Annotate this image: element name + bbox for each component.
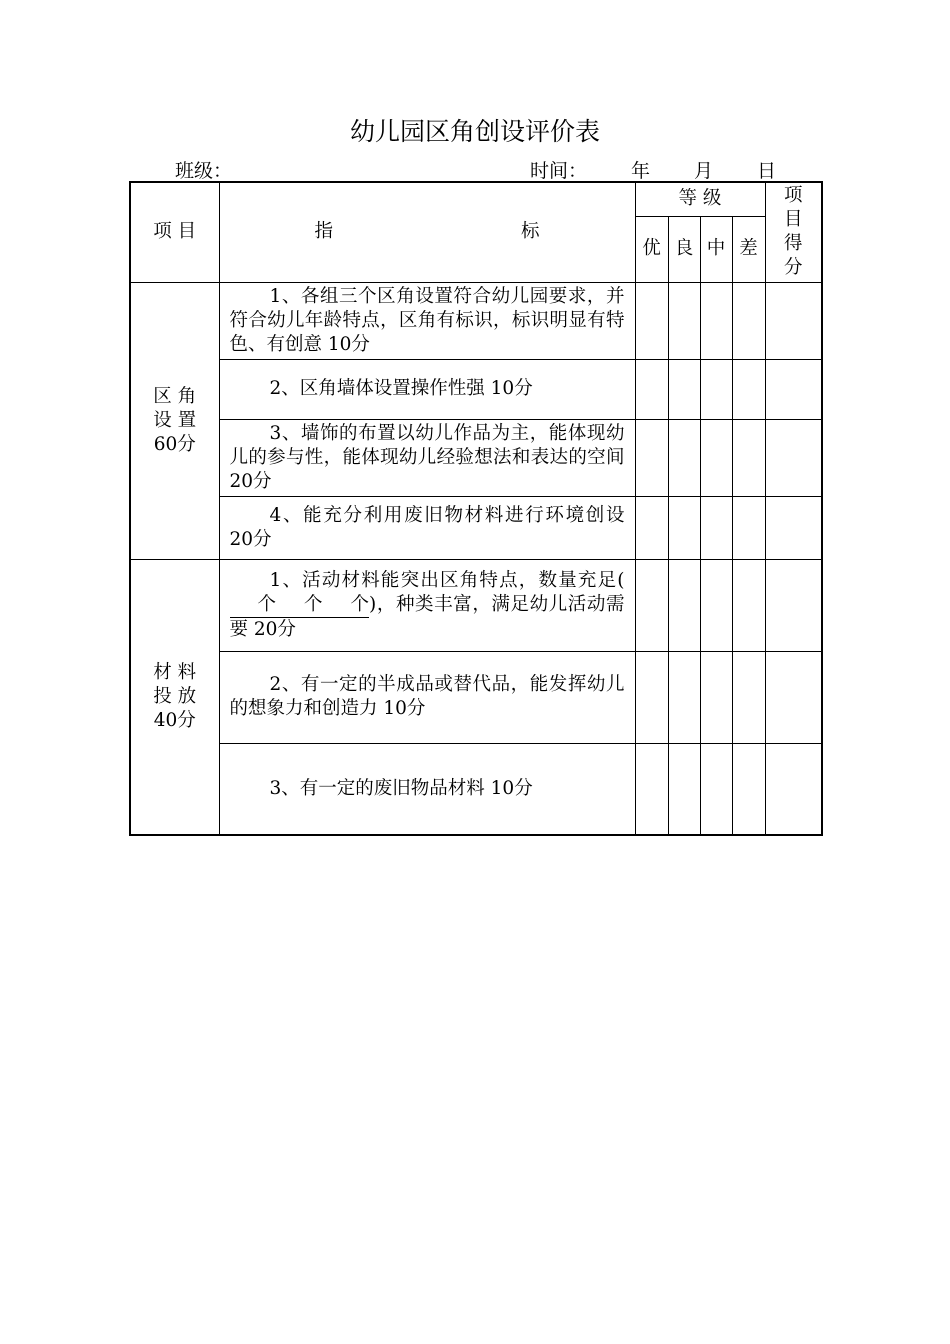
grade-cell[interactable] — [700, 743, 732, 835]
score-cell[interactable] — [765, 743, 822, 835]
score-header-char: 得 — [783, 233, 803, 255]
day-label: 日 — [757, 160, 777, 182]
indicator-item: 3、有一定的废旧物品材料 10分 — [219, 743, 635, 835]
grade-cell[interactable] — [700, 496, 732, 559]
grade-cell[interactable] — [700, 359, 732, 419]
indicator-item: 1、各组三个区角设置符合幼儿园要求，并符合幼儿年龄特点，区角有标识，标识明显有特色、有创意 10分 — [219, 282, 635, 359]
grade-cell[interactable] — [732, 419, 765, 496]
score-cell[interactable] — [765, 559, 822, 651]
indicator-item: 3、墙饰的布置以幼儿作品为主，能体现幼儿的参与性，能体现幼儿经验想法和表达的空间 20分 — [219, 419, 635, 496]
month-blank[interactable] — [650, 162, 694, 183]
section-label-line: 材 料 — [153, 661, 197, 683]
grade-cell[interactable] — [732, 359, 765, 419]
grade-cell[interactable] — [668, 359, 700, 419]
grade-excellent: 优 — [635, 216, 668, 282]
grade-cell[interactable] — [635, 743, 668, 835]
grade-cell[interactable] — [732, 651, 765, 743]
grade-cell[interactable] — [668, 419, 700, 496]
time-label: 时间： — [530, 160, 588, 182]
year-label: 年 — [631, 160, 651, 182]
grade-cell[interactable] — [700, 282, 732, 359]
indicator-item: 2、区角墙体设置操作性强 10分 — [219, 359, 635, 419]
grade-cell[interactable] — [635, 282, 668, 359]
grade-cell[interactable] — [732, 559, 765, 651]
month-label: 月 — [694, 160, 714, 182]
grade-cell[interactable] — [732, 496, 765, 559]
section-label-line: 40分 — [153, 709, 196, 731]
year-blank[interactable] — [587, 162, 631, 183]
grade-good: 良 — [668, 216, 700, 282]
indicator-item: 1、活动材料能突出区角特点，数量充足(个 个 个)，种类丰富，满足幼儿活动需要 20分 — [219, 559, 635, 651]
indicator-header — [219, 182, 635, 282]
section-area-setup — [130, 282, 219, 559]
grade-cell[interactable] — [668, 743, 700, 835]
page-title: 幼儿园区角创设评价表 — [349, 117, 600, 146]
indicator-header-a: 指 — [314, 221, 334, 243]
section-label-line: 设 置 — [153, 409, 197, 431]
grade-average: 中 — [700, 216, 732, 282]
class-blank[interactable] — [232, 162, 342, 183]
grade-cell[interactable] — [700, 651, 732, 743]
indicator-item: 4、能充分利用废旧物材料进行环境创设 20分 — [219, 496, 635, 559]
grade-poor: 差 — [732, 216, 765, 282]
grade-header: 等 级 — [635, 182, 765, 216]
score-header-char: 项 — [783, 185, 803, 207]
class-field — [175, 156, 342, 183]
score-cell[interactable] — [765, 651, 822, 743]
indicator-header-b: 标 — [520, 221, 540, 243]
time-field — [530, 156, 776, 183]
score-header — [765, 182, 822, 282]
project-header: 项 目 — [130, 182, 219, 282]
section-label-line: 区 角 — [153, 385, 197, 407]
grade-cell[interactable] — [732, 282, 765, 359]
score-header-char: 目 — [783, 209, 803, 231]
section-material-placement — [130, 559, 219, 835]
score-cell[interactable] — [765, 419, 822, 496]
grade-cell[interactable] — [668, 496, 700, 559]
grade-cell[interactable] — [635, 419, 668, 496]
material-count-blank[interactable]: 个 个 个 — [230, 593, 370, 618]
class-label: 班级： — [175, 160, 233, 182]
grade-cell[interactable] — [668, 651, 700, 743]
evaluation-table — [129, 181, 823, 836]
grade-cell[interactable] — [732, 743, 765, 835]
score-cell[interactable] — [765, 496, 822, 559]
grade-cell[interactable] — [700, 559, 732, 651]
section-label-line: 60分 — [153, 433, 196, 455]
score-cell[interactable] — [765, 359, 822, 419]
grade-cell[interactable] — [635, 559, 668, 651]
grade-cell[interactable] — [700, 419, 732, 496]
grade-cell[interactable] — [668, 559, 700, 651]
section-label-line: 投 放 — [153, 685, 197, 707]
score-header-char: 分 — [783, 257, 803, 279]
grade-cell[interactable] — [635, 359, 668, 419]
grade-cell[interactable] — [668, 282, 700, 359]
score-cell[interactable] — [765, 282, 822, 359]
day-blank[interactable] — [713, 162, 757, 183]
indicator-item: 2、有一定的半成品或替代品，能发挥幼儿的想象力和创造力 10分 — [219, 651, 635, 743]
grade-cell[interactable] — [635, 651, 668, 743]
grade-cell[interactable] — [635, 496, 668, 559]
